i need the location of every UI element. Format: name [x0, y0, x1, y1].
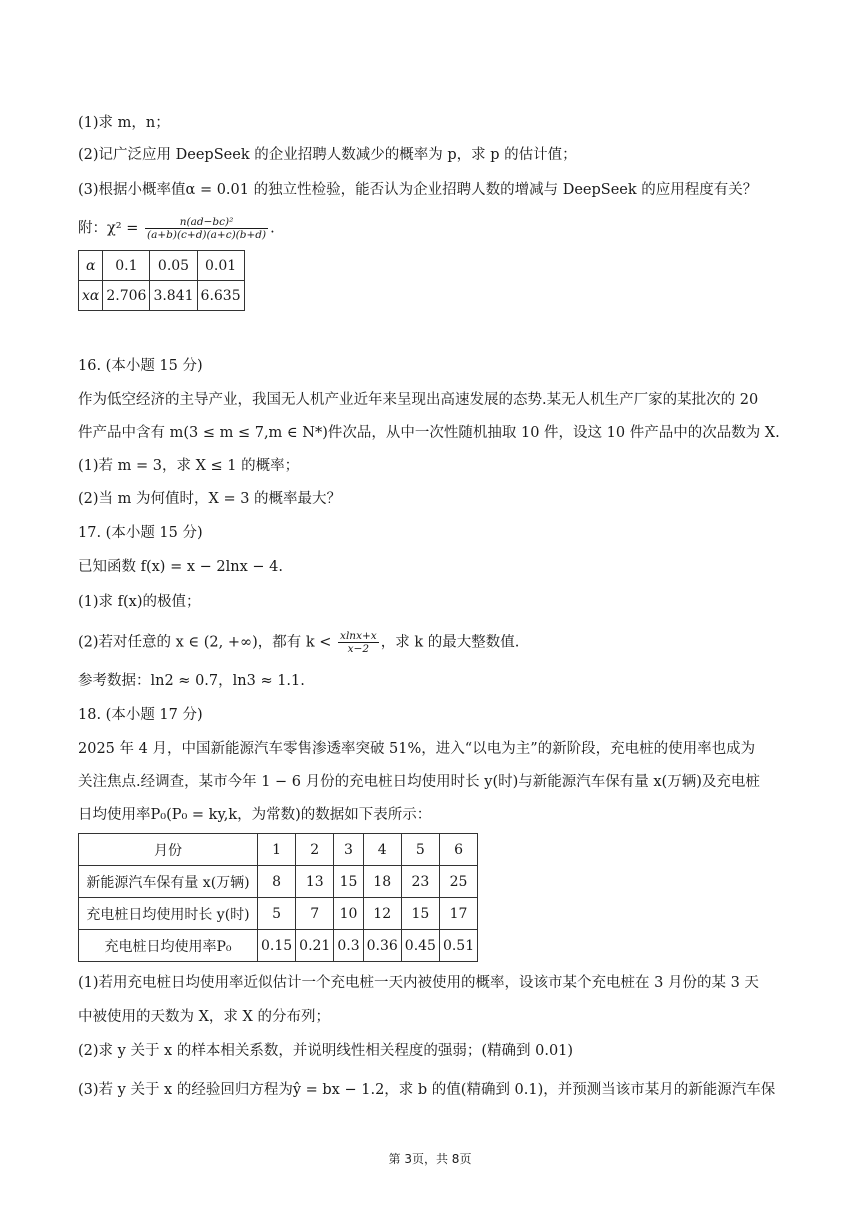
- table-row: [79, 898, 478, 930]
- q15-part2: (2)记广泛应用 DeepSeek 的企业招聘人数减少的概率为 p，求 p 的估计值；: [78, 147, 577, 163]
- q18-text1: 2025 年 4 月，中国新能源汽车零售渗透率突破 51%，进入“以电为主”的新阶段，充电桩的使用率也成为: [78, 741, 756, 757]
- formula-denominator: (a+b)(c+d)(a+c)(b+d): [146, 229, 267, 241]
- inequality-fraction: [338, 630, 379, 655]
- table-cell: 充电桩日均使用率P₀: [79, 930, 258, 962]
- q18-part2: (2)求 y 关于 x 的样本相关系数，并说明线性相关程度的强弱；(精确到 0.01): [78, 1043, 574, 1059]
- table-cell: 0.3: [334, 930, 363, 962]
- q16-part1: (1)若 m = 3，求 X ≤ 1 的概率；: [78, 458, 300, 474]
- table-row: [79, 251, 245, 281]
- table-cell: 15: [401, 898, 439, 930]
- table-cell: xα: [79, 281, 103, 311]
- table-cell: α: [79, 251, 103, 281]
- table-header-cell: 5: [401, 834, 439, 866]
- q18-part1b: 中被使用的天数为 X，求 X 的分布列；: [78, 1009, 330, 1025]
- appendix-prefix: 附：χ² =: [78, 220, 139, 237]
- part2-suffix: ，求 k 的最大整数值.: [380, 634, 520, 651]
- table-cell: 7: [296, 898, 334, 930]
- q17-part1: (1)求 f(x)的极值；: [78, 594, 201, 610]
- q18-part3: (3)若 y 关于 x 的经验回归方程为ŷ = bx − 1.2，求 b 的值(精确到 0.1)，并预测当该市某月的新能源汽车保: [78, 1082, 776, 1098]
- chi-square-formula: [145, 216, 268, 241]
- q18-part1a: (1)若用充电桩日均使用率近似估计一个充电桩一天内被使用的概率，设该市某个充电桩在 3 月份的某 3 天: [78, 975, 759, 991]
- table-row: [79, 866, 478, 898]
- table-row: [79, 834, 478, 866]
- table-header-cell: 4: [363, 834, 401, 866]
- table-cell: 10: [334, 898, 363, 930]
- fraction-numerator: xlnx+x: [340, 630, 377, 642]
- table-cell: 12: [363, 898, 401, 930]
- table-header-cell: 2: [296, 834, 334, 866]
- q17-reference: 参考数据：ln2 ≈ 0.7，ln3 ≈ 1.1.: [78, 673, 305, 689]
- critical-value-table: [78, 250, 245, 311]
- q15-part3: (3)根据小概率值α = 0.01 的独立性检验，能否认为企业招聘人数的增减与 DeepSeek 的应用程度有关？: [78, 182, 758, 198]
- table-header-cell: 月份: [79, 834, 258, 866]
- q16-text2: 件产品中含有 m(3 ≤ m ≤ 7,m ∈ N*)件次品，从中一次性随机抽取 10 件，设这 10 件产品中的次品数为 X.: [78, 425, 780, 441]
- charging-data-table: [78, 833, 478, 962]
- table-header-cell: 6: [439, 834, 477, 866]
- fraction-denominator: x−2: [347, 643, 370, 655]
- table-cell: 5: [258, 898, 296, 930]
- table-cell: 0.36: [363, 930, 401, 962]
- q18-header: 18. (本小题 17 分): [78, 707, 203, 723]
- q17-part2: [78, 630, 519, 655]
- table-cell: 0.21: [296, 930, 334, 962]
- q18-text3: 日均使用率P₀(P₀ = ky,k，为常数)的数据如下表所示：: [78, 807, 432, 823]
- table-cell: 8: [258, 866, 296, 898]
- table-cell: 6.635: [197, 281, 244, 311]
- table-cell: 0.05: [150, 251, 197, 281]
- table-cell: 0.01: [197, 251, 244, 281]
- table-cell: 新能源汽车保有量 x(万辆): [79, 866, 258, 898]
- table-cell: 3.841: [150, 281, 197, 311]
- q17-header: 17. (本小题 15 分): [78, 525, 203, 541]
- table-row: [79, 281, 245, 311]
- table-row: [79, 930, 478, 962]
- part2-prefix: (2)若对任意的 x ∈ (2, +∞)，都有 k <: [78, 634, 332, 651]
- table-cell: 23: [401, 866, 439, 898]
- q16-part2: (2)当 m 为何值时，X = 3 的概率最大？: [78, 491, 342, 507]
- table-cell: 18: [363, 866, 401, 898]
- table-cell: 0.45: [401, 930, 439, 962]
- q15-appendix: [78, 216, 275, 241]
- table-cell: 0.15: [258, 930, 296, 962]
- q16-text1: 作为低空经济的主导产业，我国无人机产业近年来呈现出高速发展的态势.某无人机生产厂家的某批次的 20: [78, 392, 759, 408]
- table-header-cell: 3: [334, 834, 363, 866]
- table-cell: 0.1: [103, 251, 150, 281]
- q18-text2: 关注焦点.经调查，某市今年 1 − 6 月份的充电桩日均使用时长 y(时)与新能源汽车保有量 x(万辆)及充电桩: [78, 774, 760, 790]
- table-cell: 15: [334, 866, 363, 898]
- q17-text1: 已知函数 f(x) = x − 2lnx − 4.: [78, 559, 283, 575]
- table-cell: 充电桩日均使用时长 y(时): [79, 898, 258, 930]
- page-footer: 第 3页，共 8页: [388, 1152, 472, 1166]
- formula-numerator: n(ad−bc)²: [145, 216, 268, 229]
- table-cell: 2.706: [103, 281, 150, 311]
- table-cell: 25: [439, 866, 477, 898]
- appendix-suffix: .: [270, 220, 275, 237]
- table-cell: 17: [439, 898, 477, 930]
- table-header-cell: 1: [258, 834, 296, 866]
- table-cell: 13: [296, 866, 334, 898]
- q16-header: 16. (本小题 15 分): [78, 358, 203, 374]
- table-cell: 0.51: [439, 930, 477, 962]
- q15-part1: (1)求 m，n；: [78, 115, 170, 131]
